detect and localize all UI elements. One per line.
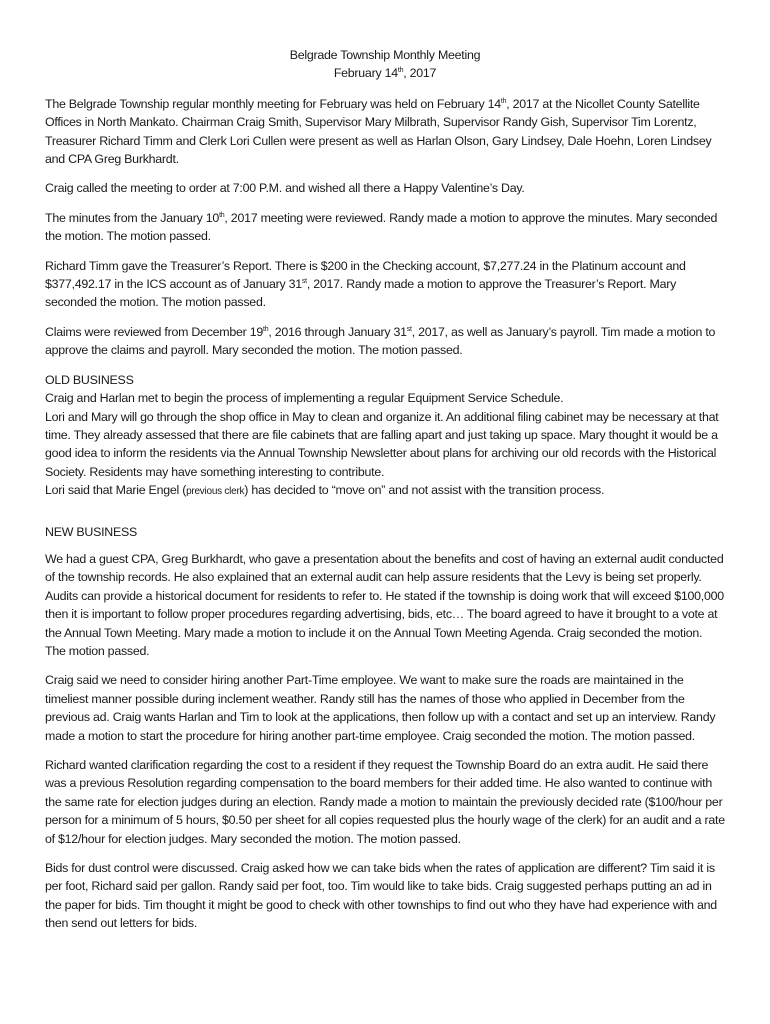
old-business-section [45,371,725,502]
text-segment: ) has decided to “move on” and not assist with the transition process. [244,483,605,498]
old-business-item: Craig and Harlan met to begin the process of implementing a regular Equipment Service Schedule. [45,391,564,406]
meeting-date-suffix: th [397,67,404,75]
text-segment: Claims were reviewed from December 19 [45,324,263,339]
old-business-item: Lori and Mary will go through the shop office in May to clean and organize it. An additional filing cabinet may be necessary at that time. They already assessed that there are file cabinets that are falling apart and just taking up space. Mary thought it would be a good idea to inform the residents via the Annual Township Newsletter about plans for archiving our old records with the Historical Society. Residents may have something interesting to contribute. [45,409,719,479]
ordinal-suffix: th [500,97,507,105]
text-segment: Richard Timm gave the Treasurer’s Report. There is $200 in the Checking account, $7,277.24 in the Platinum account and $377,492.17 in the ICS account as of January 31 [45,258,686,292]
ordinal-suffix: st [301,277,307,285]
ordinal-suffix: th [263,325,269,333]
paragraph-minutes [45,209,725,246]
paragraph-call-to-order: Craig called the meeting to order at 7:00 P.M. and wished all there a Happy Valentine’s Day. [45,181,525,196]
paragraph-part-time-employee: Craig said we need to consider hiring another Part-Time employee. We want to make sure the roads are maintained in the timeliest manner possible during inclement weather. Randy still has the names of those who applied in December from the previous ad. Craig wants Harlan and Tim to look at the applications, then follow up with a contact and set up an interview. Randy made a motion to start the procedure for hiring another part-time employee. Craig seconded the motion. The motion passed. [45,673,716,743]
document-title: Belgrade Township Monthly Meeting [289,48,481,62]
paragraph-treasurer-report [45,257,725,312]
meeting-date-main: February 14 [333,66,398,81]
old-business-item [45,481,725,501]
text-segment: The Belgrade Township regular monthly meeting for February was held on February 14 [45,96,501,111]
paragraph-attendance [45,95,725,169]
text-segment: , 2017. Randy made a motion to approve the Treasurer’s Report. Mary seconded the motion. The motion passed. [45,277,677,310]
text-segment: , 2016 through January 31 [268,324,407,339]
paragraph-claims [45,323,725,360]
document-page [45,46,725,944]
old-business-heading: OLD BUSINESS [45,372,134,387]
ordinal-suffix: st [406,325,412,333]
new-business-heading: NEW BUSINESS [45,524,138,539]
section-spacer [45,513,725,523]
meeting-date [45,64,725,82]
meeting-date-year: , 2017 [403,66,437,81]
paragraph-dust-control: Bids for dust control were discussed. Craig asked how we can take bids when the rates of application are different? Tim said it is per foot, Richard said per gallon. Randy said per foot, too. Tim would like to take bids. Craig suggested perhaps putting an ad in the paper for bids. Tim thought it might be good to check with other townships to find out who they have had experience with and then send out letters for bids. [45,861,717,931]
paragraph-audit-compensation: Richard wanted clarification regarding the cost to a resident if they request the Township Board do an extra audit. He said there was a previous Resolution regarding compensation to the board members for their added time. He also wanted to continue with the same rate for election judges during an election. Randy made a motion to maintain the previously decided rate ($100/hour per person for a minimum of 5 hours, $0.50 per sheet for all copies requested plus the hourly wage of the clerk) for an audit and a rate of $12/hour for election judges. Mary seconded the motion. The motion passed. [45,758,725,846]
ordinal-suffix: th [219,211,225,219]
new-business-section [45,523,725,933]
paragraph-external-audit: We had a guest CPA, Greg Burkhardt, who gave a presentation about the benefits and cost of having an external audit conducted of the township records. He also explained that an external audit can help assure residents that the Levy is being set properly. Audits can provide a historical document for residents to refer to. He stated if the township is doing work that will exceed $100,000 then it is important to follow proper procedures regarding advertising, bids, etc… The board agreed to have it brought to a vote at the Annual Town Meeting. Mary made a motion to include it on the Annual Town Meeting Agenda. Craig seconded the motion. The motion passed. [45,551,724,658]
text-segment: Lori said that Marie Engel ( [45,483,187,498]
document-header [45,46,725,83]
text-segment: , 2017, as well as January’s payroll. Tim made a motion to approve the claims and payroll. Mary seconded the motion. The motion passed. [45,324,716,358]
text-segment: , 2017 meeting were reviewed. Randy made a motion to approve the minutes. Mary seconded the motion. The motion passed. [45,210,718,244]
text-segment: , 2017 at the Nicollet County Satellite Offices in North Mankato. Chairman Craig Smith, Supervisor Mary Milbrath, Supervisor Randy Gish, Supervisor Tim Lorentz, Treasurer Richard Timm and Clerk Lori Cullen were present as well as Harlan Olson, Gary Lindsey, Dale Hoehn, Loren Lindsey and CPA Greg Burkhardt. [45,96,712,167]
parenthetical-note: previous clerk [186,486,245,498]
text-segment: The minutes from the January 10 [45,210,220,225]
